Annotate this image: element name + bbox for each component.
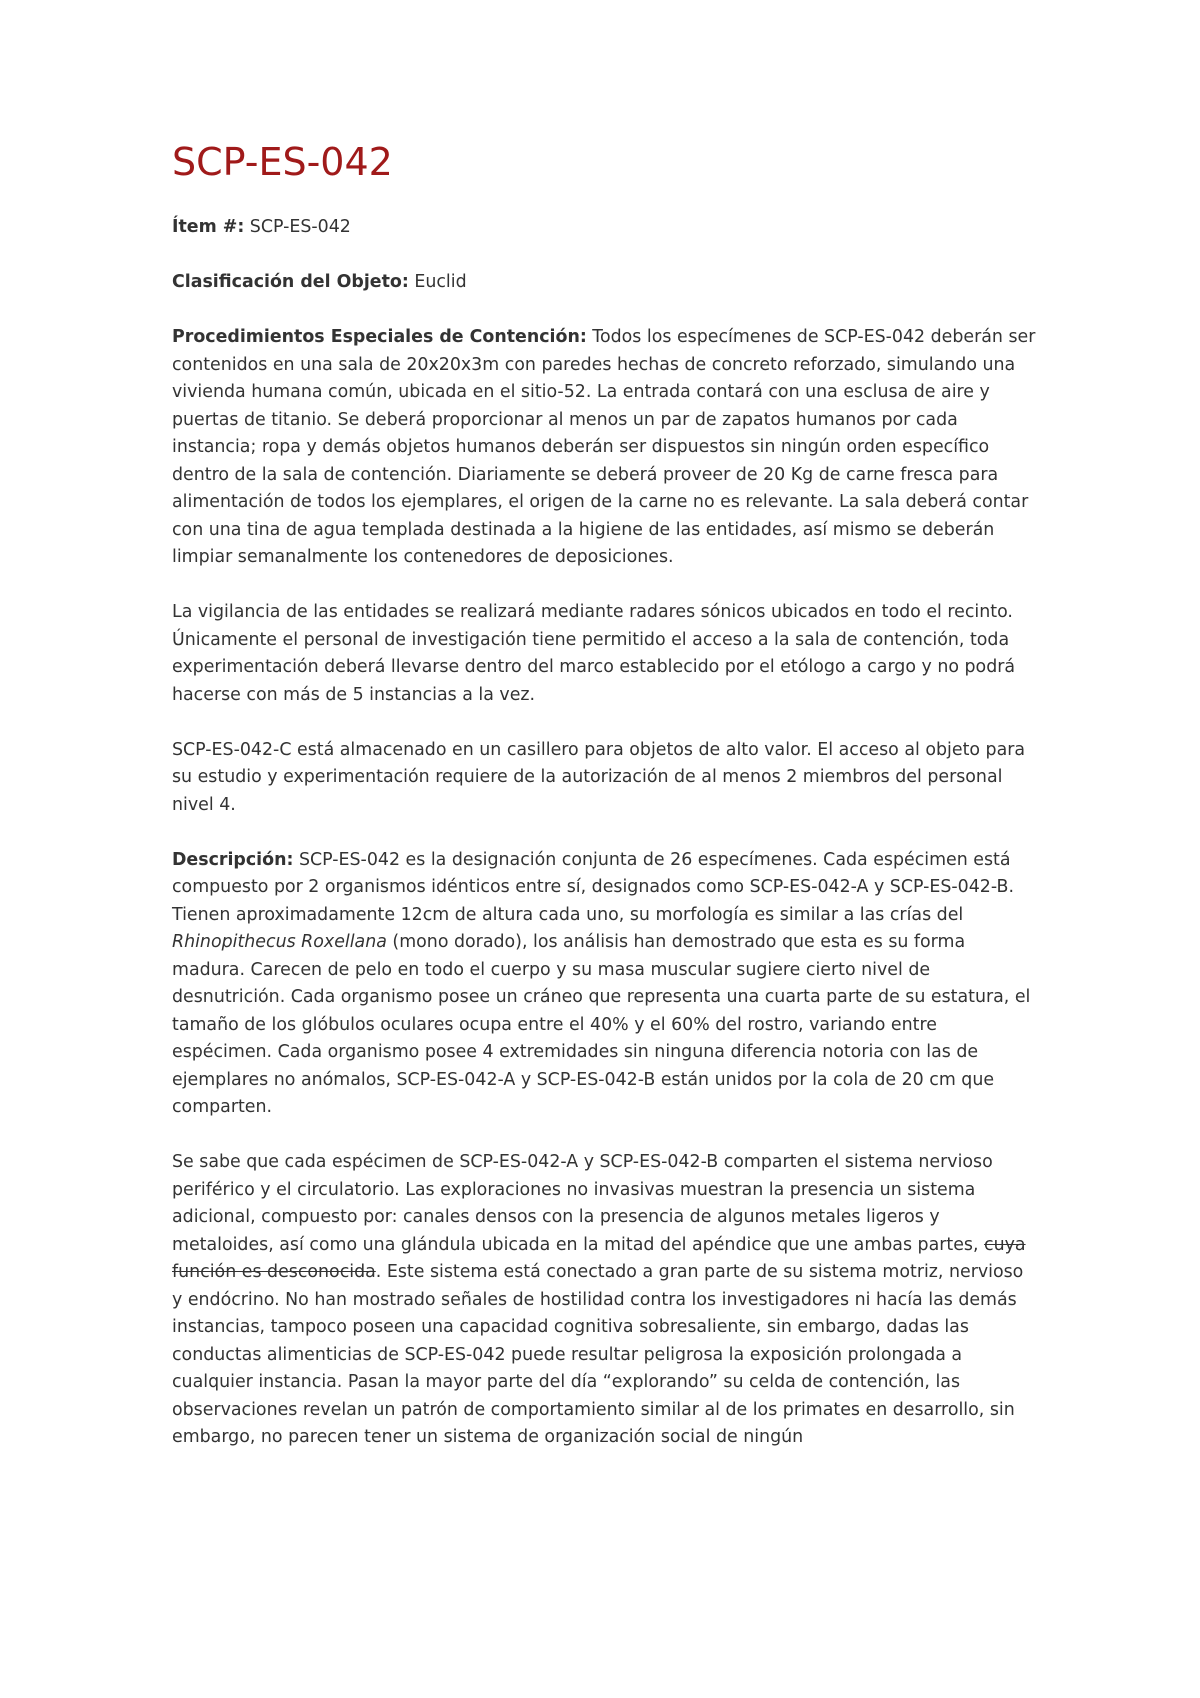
containment-text-1: Todos los especímenes de SCP-ES-042 deberán ser contenidos en una sala de 20x20x3m con paredes hechas de concreto reforzado, simulando una vivienda humana común, ubicada en el sitio-52. La entrada contará con una esclusa de aire y puertas de titanio. Se deberá proporcionar al menos un par de zapatos humanos por cada instancia; ropa y demás objetos humanos deberán ser dispuestos sin ningún orden específico dentro de la sala de contención. Diariamente se deberá proveer de 20 Kg de carne fresca para alimentación de todos los ejemplares, el origen de la carne no es relevante. La sala deberá contar con una tina de agua templada destinada a la higiene de las entidades, así mismo se deberán limpiar semanalmente los contenedores de deposiciones. <box>172 327 1036 567</box>
item-number-line <box>172 214 1036 242</box>
object-class-value: Euclid <box>408 272 467 292</box>
item-number-label: Ítem #: <box>172 217 245 237</box>
description-text-2b: . Este sistema está conectado a gran parte de su sistema motriz, nervioso y endócrino. No han mostrado señales de hostilidad contra los investigadores ni hacía las demás instancias, tampoco poseen una capacidad cognitiva sobresaliente, sin embargo, dadas las conductas alimenticias de SCP-ES-042 puede resultar peligrosa la exposición prolongada a cualquier instancia. Pasan la mayor parte del día “explorando” su celda de contención, las observaciones revelan un patrón de comportamiento similar al de los primates en desarrollo, sin embargo, no parecen tener un sistema de organización social de ningún <box>172 1262 1024 1447</box>
containment-label: Procedimientos Especiales de Contención: <box>172 327 587 347</box>
description-text-2a: Se sabe que cada espécimen de SCP-ES-042-A y SCP-ES-042-B comparten el sistema nervioso periférico y el circulatorio. Las exploraciones no invasivas muestran la presencia un sistema adicional, compuesto por: canales densos con la presencia de algunos metales ligeros y metaloides, así como una glándula ubicada en la mitad del apéndice que une ambas partes, <box>172 1152 993 1255</box>
document-page <box>172 138 1036 1479</box>
description-paragraph-1 <box>172 847 1036 1122</box>
description-label: Descripción: <box>172 849 294 870</box>
containment-paragraph-2: La vigilancia de las entidades se realizará mediante radares sónicos ubicados en todo el recinto. Únicamente el personal de investigación tiene permitido el acceso a la sala de contención, toda experimentación deberá llevarse dentro del marco establecido por el etólogo a cargo y no podrá hacerse con más de 5 instancias a la vez. <box>172 602 1016 705</box>
containment-paragraph-3: SCP-ES-042-C está almacenado en un casillero para objetos de alto valor. El acceso al objeto para su estudio y experimentación requiere de la autorización de al menos 2 miembros del personal nivel 4. <box>172 739 1026 815</box>
description-paragraph-2 <box>172 1149 1036 1452</box>
document-title: SCP-ES-042 <box>172 140 393 184</box>
containment-paragraph-1 <box>172 324 1036 572</box>
species-name: Rhinopithecus Roxellana <box>172 932 387 952</box>
struck-text: cuya función es desconocida <box>172 1234 1026 1282</box>
description-text-1a: SCP-ES-042 es la designación conjunta de 26 especímenes. Cada espécimen está compuesto por 2 organismos idénticos entre sí, designados como SCP-ES-042-A y SCP-ES-042-B. Tienen aproximadamente 12cm de altura cada uno, su morfología es similar a las crías del <box>172 849 1014 925</box>
description-text-1b: (mono dorado), los análisis han demostrado que esta es su forma madura. Carecen de pelo en todo el cuerpo y su masa muscular sugiere cierto nivel de desnutrición. Cada organismo posee un cráneo que representa una cuarta parte de su estatura, el tamaño de los glóbulos oculares ocupa entre el 40% y el 60% del rostro, variando entre espécimen. Cada organismo posee 4 extremidades sin ninguna diferencia notoria con las de ejemplares no anómalos, SCP-ES-042-A y SCP-ES-042-B están unidos por la cola de 20 cm que comparten. <box>172 932 1031 1117</box>
object-class-label: Clasificación del Objeto: <box>172 272 409 292</box>
item-number-value: SCP-ES-042 <box>244 217 351 237</box>
object-class-line <box>172 269 1036 297</box>
